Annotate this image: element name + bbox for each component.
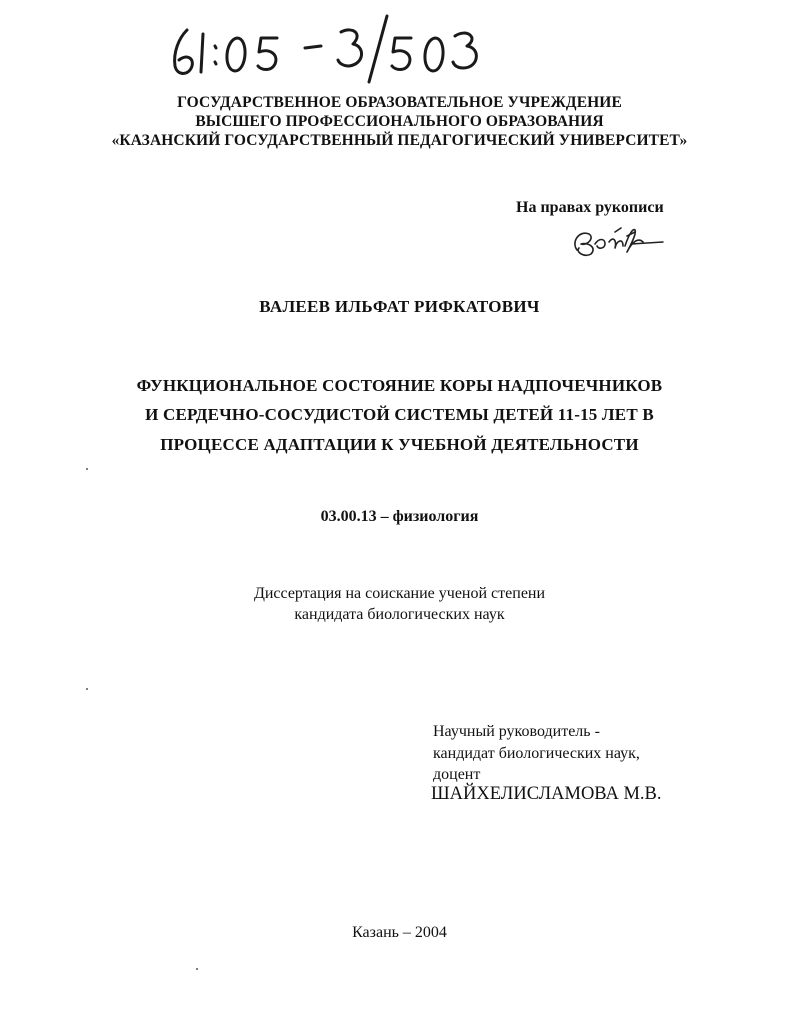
institution-line-1: ГОСУДАРСТВЕННОЕ ОБРАЗОВАТЕЛЬНОЕ УЧРЕЖДЕНИЕ [177, 94, 622, 111]
supervisor-role: Научный руководитель - [433, 723, 600, 740]
thesis-title-line-3: ПРОЦЕССЕ АДАПТАЦИИ К УЧЕБНОЙ ДЕЯТЕЛЬНОСТИ [160, 435, 639, 454]
supervisor-name: ШАЙХЕЛИСЛАМОВА М.В. [431, 784, 662, 804]
manuscript-rights-note: На правах рукописи [516, 199, 664, 216]
scan-speck [86, 468, 88, 470]
signature [565, 220, 665, 258]
specialty-code: 03.00.13 – физиология [320, 508, 479, 525]
institution-line-2: ВЫСШЕГО ПРОФЕССИОНАЛЬНОГО ОБРАЗОВАНИЯ [195, 113, 604, 130]
scan-speck [196, 968, 198, 970]
thesis-title-line-2: И СЕРДЕЧНО-СОСУДИСТОЙ СИСТЕМЫ ДЕТЕЙ 11-15 ЛЕТ В [145, 405, 654, 424]
degree-line-2: кандидата биологических наук [294, 606, 505, 623]
author-name: ВАЛЕЕВ ИЛЬФАТ РИФКАТОВИЧ [259, 297, 540, 316]
thesis-title-line-1: ФУНКЦИОНАЛЬНОЕ СОСТОЯНИЕ КОРЫ НАДПОЧЕЧНИКОВ [136, 376, 663, 395]
scan-speck [86, 688, 88, 690]
handwritten-archive-number [165, 8, 485, 88]
institution-line-3: «КАЗАНСКИЙ ГОСУДАРСТВЕННЫЙ ПЕДАГОГИЧЕСКИЙ УНИВЕРСИТЕТ» [111, 132, 688, 149]
degree-line-1: Диссертация на соискание ученой степени [253, 585, 546, 602]
supervisor-rank: доцент [433, 766, 481, 783]
city-year: Казань – 2004 [352, 924, 447, 941]
supervisor-degree: кандидат биологических наук, [433, 745, 640, 762]
